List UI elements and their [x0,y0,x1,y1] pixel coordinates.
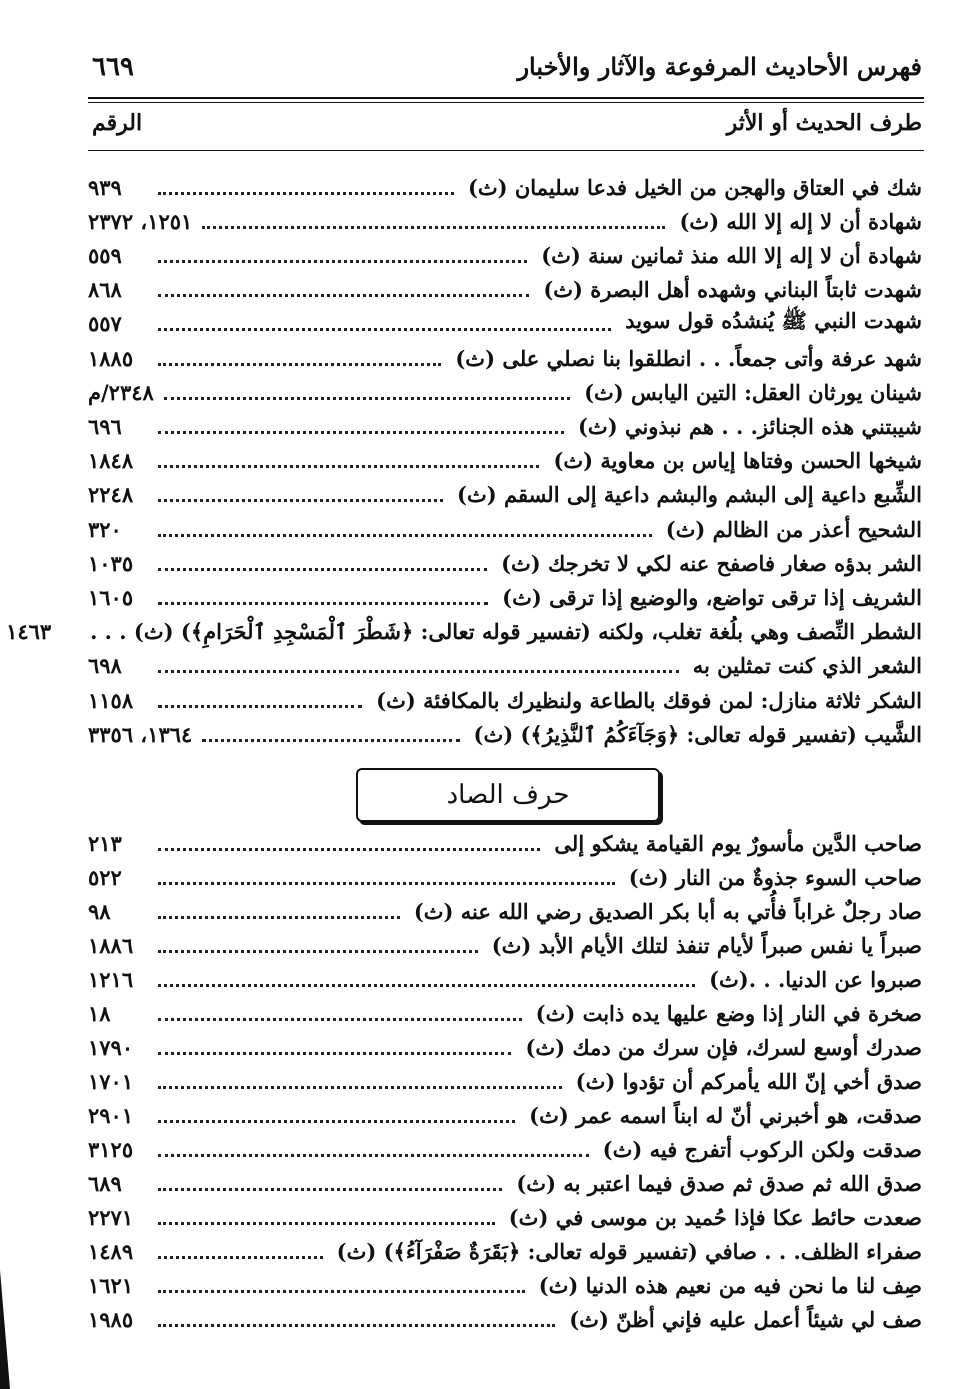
entry-text: صبروا عن الدنيا. . .(ث) [709,966,922,992]
index-entry [88,1268,922,1302]
column-header-entry: طرف الحديث أو الأثر [726,110,922,136]
index-entry [88,238,922,272]
entry-text: شهدت ثابتاً البناني وشهده أهل البصرة (ث) [543,277,922,303]
leader-dots [158,602,488,605]
entry-text: شيبتني هذه الجنائز. . . هم نبذوني (ث) [578,413,922,439]
entry-text: شهادة أن لا إله إلا الله منذ ثمانين سنة (ث) [541,242,922,268]
leader-dots [158,1324,555,1327]
leader-dots [158,534,652,537]
index-entry [88,204,922,238]
entry-number: ٦٨٩ [88,1170,122,1196]
index-entry [88,170,922,204]
entry-number: ١٨ [88,1000,111,1026]
leader-dots [202,226,665,229]
index-entry [88,273,922,307]
page-number: ٦٦٩ [92,52,134,82]
entry-text: الشطر النِّصف وهي بلُغة تغلب، ولكنه (تفسير قوله تعالى: ﴿شَطْرَ ٱلْمَسْجِدِ ٱلْحَرَامِ﴾) (ث) . . . [90,619,922,645]
index-entry [88,546,922,580]
leader-dots [158,848,540,851]
entry-text: صعدت حائط عكا فإذا حُميد بن موسى في (ث) [508,1204,922,1230]
entry-text: صاحب الدَّين مأسورٌ يوم القيامة يشكو إلى [554,830,922,856]
column-header-number: الرقم [92,110,143,136]
entry-number: ١٧٠١ [88,1068,134,1094]
entry-text: الشكر ثلاثة منازل: لمن فوقك بالطاعة ولنظيرك بالمكافئة (ث) [376,687,922,713]
entry-text: الشعر الذي كنت تمثلين به [692,653,922,679]
index-entry [88,512,922,546]
index-entry [88,649,922,683]
index-entry [88,1200,922,1234]
entry-text: صبراً يا نفس صبراً لأيام تنفذ لتلك الأيام الأبد (ث) [491,932,922,958]
index-entry [88,1166,922,1200]
entry-text: شك في العتاق والهجن من الخيل فدعا سليمان (ث) [467,174,922,200]
column-header-rule [88,150,924,151]
entry-number: ١١٥٨ [88,687,134,713]
entry-number: ١٢٥١، ٢٣٧٢ [88,208,193,234]
leader-dots [158,882,615,885]
leader-dots [158,705,362,708]
entry-number: ٢٢٧١ [88,1204,134,1230]
leader-dots [158,499,443,502]
index-entry [88,1098,922,1132]
leader-dots [158,1154,589,1157]
leader-dots [158,1018,522,1021]
leader-dots [158,1052,511,1055]
leader-dots [158,1188,502,1191]
entry-number: ١٣٦٤، ٣٣٥٦ [88,721,193,747]
leader-dots [158,1120,515,1123]
entry-number: ٢٩٠١ [88,1102,134,1128]
leader-dots [158,328,611,331]
index-entry [88,894,922,928]
entry-number: ١٢١٦ [88,966,134,992]
entry-number: ١٦٠٥ [88,584,134,610]
leader-dots [158,984,695,987]
entry-number: ٢٢٤٨ [88,482,134,508]
leader-dots [158,1086,562,1089]
index-entry [88,1064,922,1098]
leader-dots [202,739,459,742]
entry-text: صخرة في النار إذا وضع عليها يده ذابت (ث) [535,1000,922,1026]
leader-dots [158,670,679,673]
entry-text: الشر بدؤه صغار فاصفح عنه لكي لا تخرجك (ث) [501,550,922,576]
entry-number: ٩٣٩ [88,174,122,200]
entry-text: شيخها الحسن وفتاها إياس بن معاوية (ث) [553,448,922,474]
entry-text: صدق أخي إنّ الله يأمركم أن تؤدوا (ث) [575,1068,922,1094]
section-heading: حرف الصاد [446,780,570,810]
entry-number: ٥٥٧ [88,311,122,337]
index-entry [88,1132,922,1166]
section-heading-box [356,768,660,822]
leader-dots [158,916,400,919]
entry-text: صدرك أوسع لسرك، فإن سرك من دمك (ث) [525,1034,922,1060]
entry-number: ٩٨ [88,898,111,924]
entry-text: صدقت، هو أخبرني أنّ له ابناً اسمه عمر (ث) [529,1102,922,1128]
leader-dots [158,260,527,263]
entry-text: صِف لنا ما نحن فيه من نعيم هذه الدنيا (ث) [538,1272,922,1298]
index-entry [88,341,922,375]
entry-number: ٦٩٦ [88,413,122,439]
index-entry [88,1234,922,1268]
index-entry [88,996,922,1030]
entry-number: ٢٣٤٨/م [88,379,154,405]
entry-number: ٦٩٨ [88,653,122,679]
leader-dots [158,1290,525,1293]
entry-text: صف لي شيئاً أعمل عليه فإني أظنّ (ث) [569,1306,922,1332]
entry-text: الشَّيب (تفسير قوله تعالى: ﴿وَجَآءَكُمُ ٱلنَّذِيرُ﴾) (ث) [473,721,922,747]
entry-text: صاد رجلٌ غراباً فأُتي به أبا بكر الصديق رضي الله عنه (ث) [413,898,922,924]
entry-text: شينان يورثان العقل: التين اليابس (ث) [584,379,922,405]
entry-text: الشريف إذا ترقى تواضع، والوضيع إذا ترقى (ث) [502,584,922,610]
index-entry [88,962,922,996]
entry-text: صدقت ولكن الركوب أتفرج فيه (ث) [602,1136,922,1162]
leader-dots [158,568,487,571]
entry-number: ١٨٤٨ [88,448,134,474]
entry-text: صدق الله ثم صدق ثم صدق فيما اعتبر به (ث) [516,1170,922,1196]
index-entry [88,409,922,443]
leader-dots [158,363,441,366]
index-entry [88,307,922,341]
entry-text: الشحيح أعذر من الظالم (ث) [665,516,922,542]
leader-dots [158,431,564,434]
entry-number: ١٩٨٥ [88,1306,134,1332]
header-rule-thin [88,102,924,103]
entry-number: ١٦٢١ [88,1272,134,1298]
running-header-title: فهرس الأحاديث المرفوعة والآثار والأخبار [517,52,922,81]
header-rule [88,97,924,99]
index-entry [88,375,922,409]
entry-number: ١٨٨٥ [88,345,134,371]
leader-dots [158,465,539,468]
index-entry [6,615,922,649]
entry-text: الشِّبع داعية إلى البشم والبشم داعية إلى السقم (ث) [457,482,922,508]
entry-text: شهد عرفة وأتى جمعاً. . . انطلقوا بنا نصلي على (ث) [455,345,922,371]
binding-edge-mark [0,1270,10,1389]
entry-number: ٥٢٢ [88,864,122,890]
entry-number: ١٧٩٠ [88,1034,134,1060]
entry-text: صاحب السوء جذوةٌ من النار (ث) [628,864,922,890]
entry-number: ١٨٨٦ [88,932,134,958]
index-entry [88,826,922,860]
entry-number: ١٠٣٥ [88,550,134,576]
index-entry [88,717,922,751]
entry-number: ٥٥٩ [88,242,122,268]
leader-dots [158,1222,495,1225]
index-entry [88,928,922,962]
index-entry [88,860,922,894]
leader-dots [158,950,478,953]
index-entry [88,444,922,478]
index-entry [88,1030,922,1064]
index-entry [88,1302,922,1336]
leader-dots [158,1256,323,1259]
entry-number: ١٤٦٣ [6,619,52,645]
entry-number: ٣١٢٥ [88,1136,134,1162]
entry-text: صفراء الظلف. . . صافي (تفسير قوله تعالى: ﴿بَقَرَةٌ صَفْرَآءُ﴾) (ث) [336,1238,922,1264]
entry-number: ٢١٣ [88,830,122,856]
entry-number: ٨٦٨ [88,277,122,303]
entry-text: شهدت النبي ﷺ يُنشدُه قول سويد [625,308,922,334]
leader-dots [164,397,570,400]
index-entry [88,478,922,512]
entry-number: ١٤٨٩ [88,1238,134,1264]
leader-dots [158,192,454,195]
entry-text: شهادة أن لا إله إلا الله (ث) [679,208,922,234]
index-entry [88,580,922,614]
entry-number: ٣٢٠ [88,516,122,542]
leader-dots [158,294,529,297]
index-entry [88,683,922,717]
